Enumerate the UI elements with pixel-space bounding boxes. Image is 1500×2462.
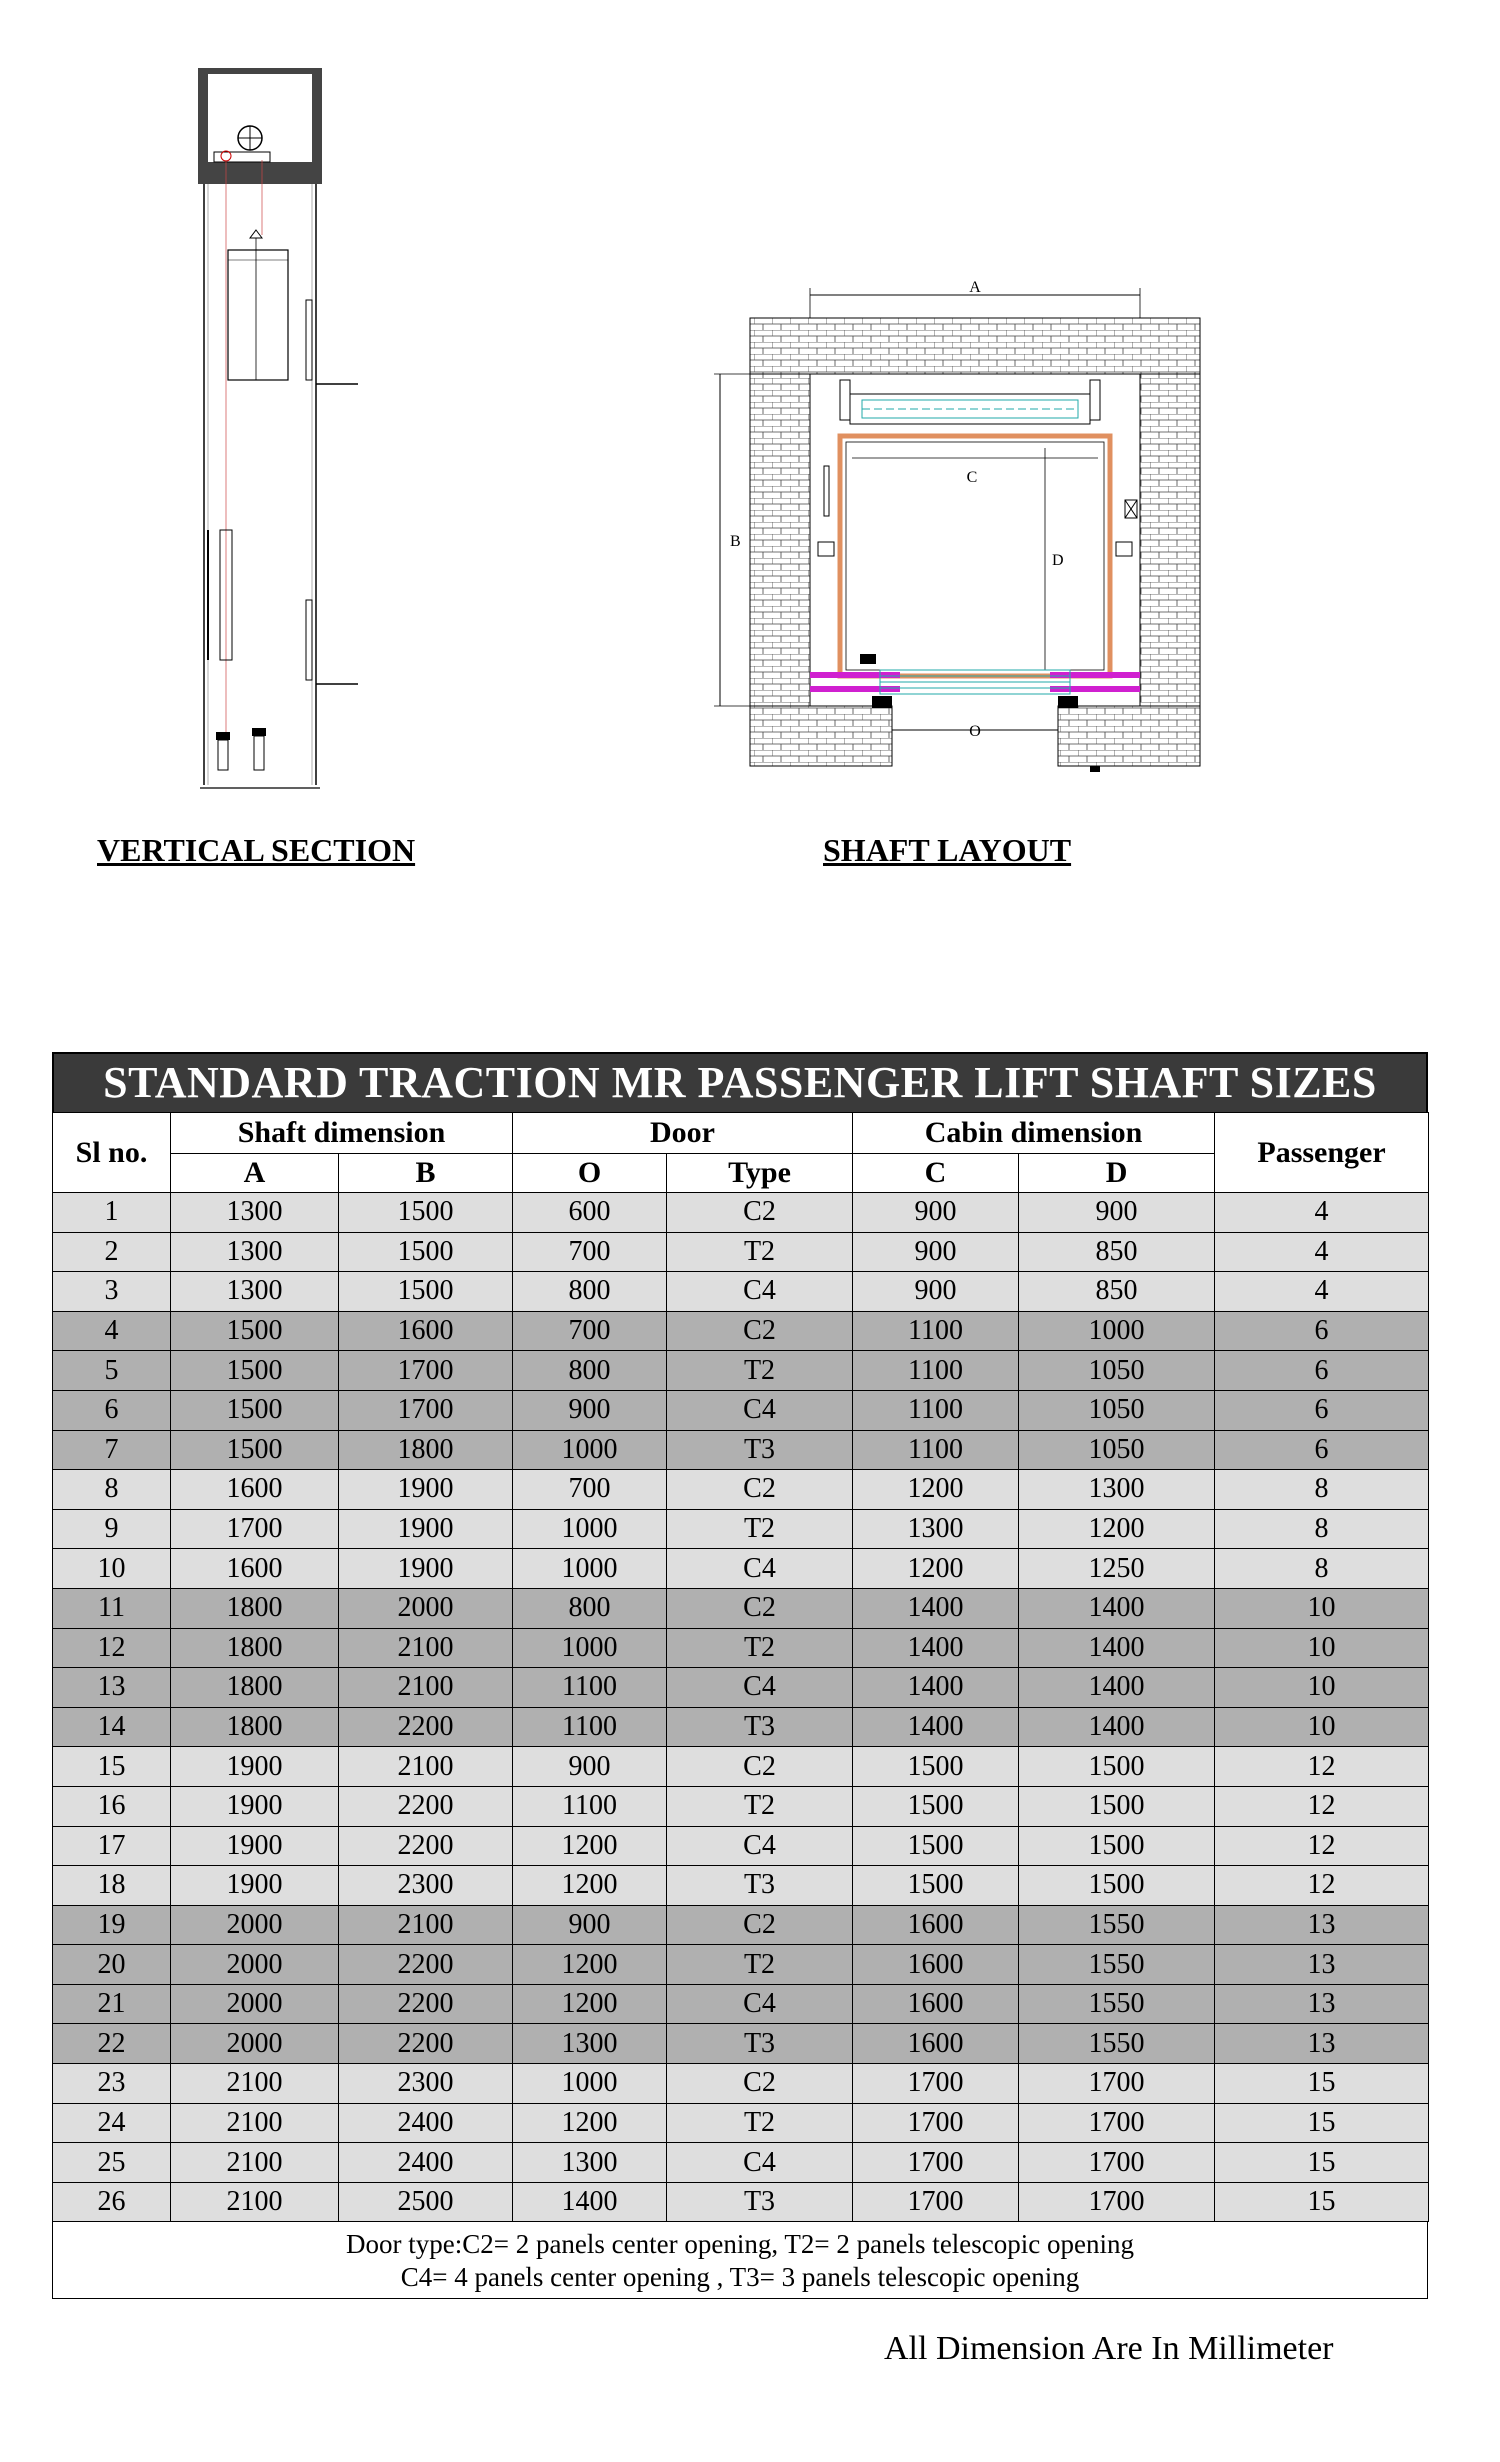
table-row [53,1747,1429,1787]
d-cell: 1400 [1019,1628,1215,1668]
d-cell: 1700 [1019,2182,1215,2222]
b-cell: 2100 [339,1628,513,1668]
b-cell: 1700 [339,1351,513,1391]
type-cell: T2 [667,1351,853,1391]
header-type: Type [667,1154,853,1193]
passenger-cell: 6 [1215,1430,1429,1470]
d-cell: 1700 [1019,2103,1215,2143]
type-cell: C4 [667,1549,853,1589]
sl-no-cell: 20 [53,1945,171,1985]
sl-no-cell: 8 [53,1470,171,1510]
table-row [53,1351,1429,1391]
dim-label-c: C [966,469,978,486]
a-cell: 1300 [171,1272,339,1312]
c-cell: 1100 [853,1351,1019,1391]
table-row [53,1390,1429,1430]
b-cell: 1500 [339,1272,513,1312]
passenger-cell: 8 [1215,1549,1429,1589]
c-cell: 1400 [853,1668,1019,1708]
a-cell: 2100 [171,2143,339,2183]
b-cell: 2300 [339,2064,513,2104]
o-cell: 1400 [513,2182,667,2222]
c-cell: 1700 [853,2143,1019,2183]
c-cell: 1500 [853,1866,1019,1906]
type-cell: C4 [667,1272,853,1312]
d-cell: 1300 [1019,1470,1215,1510]
o-cell: 600 [513,1193,667,1233]
b-cell: 1600 [339,1311,513,1351]
d-cell: 1700 [1019,2064,1215,2104]
passenger-cell: 12 [1215,1786,1429,1826]
c-cell: 1400 [853,1588,1019,1628]
type-cell: T2 [667,1509,853,1549]
vertical-section-drawing [190,60,380,800]
passenger-cell: 10 [1215,1668,1429,1708]
passenger-cell: 13 [1215,1945,1429,1985]
c-cell: 1600 [853,2024,1019,2064]
table-row [53,1668,1429,1708]
d-cell: 1550 [1019,1905,1215,1945]
table-row [53,1826,1429,1866]
b-cell: 2400 [339,2103,513,2143]
type-cell: C2 [667,1588,853,1628]
sl-no-cell: 24 [53,2103,171,2143]
c-cell: 1500 [853,1826,1019,1866]
d-cell: 1050 [1019,1390,1215,1430]
c-cell: 1100 [853,1390,1019,1430]
shaft-layout-caption: SHAFT LAYOUT [823,832,1072,868]
sl-no-cell: 5 [53,1351,171,1391]
o-cell: 1300 [513,2024,667,2064]
o-cell: 1000 [513,1509,667,1549]
type-cell: C4 [667,1390,853,1430]
sl-no-cell: 13 [53,1668,171,1708]
b-cell: 2300 [339,1866,513,1906]
o-cell: 1200 [513,1866,667,1906]
b-cell: 1500 [339,1193,513,1233]
c-cell: 1200 [853,1470,1019,1510]
type-cell: C4 [667,1826,853,1866]
table-row [53,1945,1429,1985]
table-row [53,2064,1429,2104]
passenger-cell: 10 [1215,1588,1429,1628]
passenger-cell: 4 [1215,1232,1429,1272]
d-cell: 1550 [1019,1945,1215,1985]
d-cell: 900 [1019,1193,1215,1233]
d-cell: 1050 [1019,1430,1215,1470]
o-cell: 900 [513,1747,667,1787]
sl-no-cell: 21 [53,1984,171,2024]
shaft-wall-front-right [1058,706,1200,766]
sl-no-cell: 1 [53,1193,171,1233]
sl-no-cell: 15 [53,1747,171,1787]
table-row [53,1232,1429,1272]
c-cell: 1100 [853,1430,1019,1470]
d-cell: 1400 [1019,1588,1215,1628]
units-footer: All Dimension Are In Millimeter [884,2330,1334,2367]
type-cell: C4 [667,1668,853,1708]
sl-no-cell: 9 [53,1509,171,1549]
type-cell: T3 [667,2024,853,2064]
passenger-cell: 13 [1215,2024,1429,2064]
b-cell: 2200 [339,1707,513,1747]
type-cell: C2 [667,1193,853,1233]
header-d: D [1019,1154,1215,1193]
d-cell: 1400 [1019,1707,1215,1747]
header-door: Door [513,1113,853,1154]
shaft-layout-drawing [700,270,1240,790]
c-cell: 1400 [853,1707,1019,1747]
header-sl-no: Sl no. [53,1113,171,1193]
table-row [53,1311,1429,1351]
dim-label-o: O [969,723,981,740]
a-cell: 2000 [171,1905,339,1945]
b-cell: 1700 [339,1390,513,1430]
sl-no-cell: 22 [53,2024,171,2064]
type-cell: T2 [667,1786,853,1826]
type-cell: T3 [667,1707,853,1747]
table-row [53,2024,1429,2064]
d-cell: 1500 [1019,1747,1215,1787]
o-cell: 1000 [513,2064,667,2104]
a-cell: 1900 [171,1747,339,1787]
passenger-cell: 13 [1215,1984,1429,2024]
a-cell: 1700 [171,1509,339,1549]
b-cell: 1800 [339,1430,513,1470]
o-cell: 900 [513,1905,667,1945]
sl-no-cell: 4 [53,1311,171,1351]
table-row [53,1628,1429,1668]
c-cell: 900 [853,1272,1019,1312]
o-cell: 1200 [513,1984,667,2024]
c-cell: 1200 [853,1549,1019,1589]
door-accent-left [810,672,900,678]
sl-no-cell: 12 [53,1628,171,1668]
sl-no-cell: 11 [53,1588,171,1628]
a-cell: 1800 [171,1668,339,1708]
type-cell: C2 [667,1905,853,1945]
c-cell: 1500 [853,1747,1019,1787]
header-cabin-dimension: Cabin dimension [853,1113,1215,1154]
sl-no-cell: 14 [53,1707,171,1747]
passenger-cell: 8 [1215,1509,1429,1549]
a-cell: 1500 [171,1351,339,1391]
d-cell: 1550 [1019,1984,1215,2024]
type-cell: T3 [667,2182,853,2222]
d-cell: 1500 [1019,1866,1215,1906]
a-cell: 1800 [171,1628,339,1668]
b-cell: 2400 [339,2143,513,2183]
type-cell: T2 [667,1628,853,1668]
o-cell: 1200 [513,1945,667,1985]
d-cell: 1500 [1019,1826,1215,1866]
d-cell: 1250 [1019,1549,1215,1589]
machine-room-floor [198,162,322,184]
sl-no-cell: 7 [53,1430,171,1470]
type-cell: C2 [667,1747,853,1787]
o-cell: 1000 [513,1430,667,1470]
shaft-wall-left [750,374,810,706]
passenger-cell: 15 [1215,2143,1429,2183]
o-cell: 900 [513,1390,667,1430]
type-cell: T2 [667,2103,853,2143]
table-row [53,1905,1429,1945]
c-cell: 1600 [853,1945,1019,1985]
sl-no-cell: 25 [53,2143,171,2183]
sl-no-cell: 26 [53,2182,171,2222]
table-row [53,1984,1429,2024]
door-type-note-line2: C4= 4 panels center opening , T3= 3 panels telescopic opening [400,2262,1080,2293]
o-cell: 700 [513,1311,667,1351]
c-cell: 1700 [853,2103,1019,2143]
passenger-cell: 4 [1215,1272,1429,1312]
sl-no-cell: 6 [53,1390,171,1430]
sl-no-cell: 18 [53,1866,171,1906]
b-cell: 2000 [339,1588,513,1628]
dim-label-d: D [1052,552,1064,569]
a-cell: 2100 [171,2182,339,2222]
a-cell: 2000 [171,2024,339,2064]
type-cell: C2 [667,2064,853,2104]
sl-no-cell: 19 [53,1905,171,1945]
c-cell: 1600 [853,1984,1019,2024]
d-cell: 1500 [1019,1786,1215,1826]
a-cell: 1300 [171,1232,339,1272]
o-cell: 1100 [513,1786,667,1826]
b-cell: 1900 [339,1509,513,1549]
type-cell: C4 [667,2143,853,2183]
type-cell: T3 [667,1430,853,1470]
table-title: STANDARD TRACTION MR PASSENGER LIFT SHAFT SIZES [52,1052,1428,1112]
table-row [53,1549,1429,1589]
passenger-cell: 12 [1215,1747,1429,1787]
passenger-cell: 15 [1215,2064,1429,2104]
passenger-cell: 10 [1215,1628,1429,1668]
door-type-note-line1: Door type:C2= 2 panels center opening, T2= 2 panels telescopic opening [345,2229,1134,2260]
passenger-cell: 6 [1215,1351,1429,1391]
passenger-cell: 4 [1215,1193,1429,1233]
b-cell: 1900 [339,1549,513,1589]
b-cell: 2200 [339,2024,513,2064]
d-cell: 1700 [1019,2143,1215,2183]
dim-label-b: B [730,533,741,550]
table-row [53,2143,1429,2183]
o-cell: 800 [513,1351,667,1391]
door-accent-right [1050,672,1140,678]
type-cell: T3 [667,1866,853,1906]
type-cell: C2 [667,1311,853,1351]
table-row [53,1588,1429,1628]
a-cell: 1500 [171,1430,339,1470]
header-c: C [853,1154,1019,1193]
sl-no-cell: 2 [53,1232,171,1272]
b-cell: 2200 [339,1786,513,1826]
header-shaft-dimension: Shaft dimension [171,1113,513,1154]
c-cell: 900 [853,1232,1019,1272]
dim-label-a: A [969,279,981,296]
table-row [53,1866,1429,1906]
d-cell: 1050 [1019,1351,1215,1391]
passenger-cell: 12 [1215,1826,1429,1866]
b-cell: 2200 [339,1826,513,1866]
header-o: O [513,1154,667,1193]
a-cell: 1900 [171,1786,339,1826]
c-cell: 1300 [853,1509,1019,1549]
table-row [53,1470,1429,1510]
a-cell: 1300 [171,1193,339,1233]
type-cell: T2 [667,1232,853,1272]
passenger-cell: 15 [1215,2103,1429,2143]
sl-no-cell: 10 [53,1549,171,1589]
c-cell: 1100 [853,1311,1019,1351]
b-cell: 2500 [339,2182,513,2222]
b-cell: 2100 [339,1668,513,1708]
d-cell: 1000 [1019,1311,1215,1351]
o-cell: 1100 [513,1707,667,1747]
shaft-wall-right [1140,374,1200,706]
table-body [53,1193,1429,2222]
c-cell: 1500 [853,1786,1019,1826]
passenger-cell: 6 [1215,1311,1429,1351]
type-cell: C4 [667,1984,853,2024]
o-cell: 800 [513,1272,667,1312]
o-cell: 1000 [513,1549,667,1589]
passenger-cell: 6 [1215,1390,1429,1430]
o-cell: 1300 [513,2143,667,2183]
o-cell: 1100 [513,1668,667,1708]
passenger-cell: 12 [1215,1866,1429,1906]
a-cell: 1900 [171,1826,339,1866]
a-cell: 2000 [171,1984,339,2024]
header-passenger: Passenger [1215,1113,1429,1193]
b-cell: 1500 [339,1232,513,1272]
o-cell: 800 [513,1588,667,1628]
a-cell: 1600 [171,1549,339,1589]
d-cell: 1400 [1019,1668,1215,1708]
table-row [53,1430,1429,1470]
a-cell: 1500 [171,1390,339,1430]
passenger-cell: 13 [1215,1905,1429,1945]
a-cell: 1600 [171,1470,339,1510]
a-cell: 1900 [171,1866,339,1906]
passenger-cell: 8 [1215,1470,1429,1510]
table-row [53,1193,1429,1233]
d-cell: 850 [1019,1272,1215,1312]
passenger-cell: 15 [1215,2182,1429,2222]
header-b: B [339,1154,513,1193]
b-cell: 2200 [339,1945,513,1985]
shaft-wall-back [750,318,1200,374]
type-cell: C2 [667,1470,853,1510]
table-row [53,2103,1429,2143]
d-cell: 850 [1019,1232,1215,1272]
vertical-section-caption: VERTICAL SECTION [97,832,416,868]
lift-car [228,250,288,380]
a-cell: 1800 [171,1588,339,1628]
c-cell: 1700 [853,2182,1019,2222]
door-type-note [52,2222,1428,2299]
c-cell: 1400 [853,1628,1019,1668]
table-row [53,1786,1429,1826]
o-cell: 1000 [513,1628,667,1668]
o-cell: 700 [513,1232,667,1272]
d-cell: 1550 [1019,2024,1215,2064]
sl-no-cell: 3 [53,1272,171,1312]
a-cell: 2100 [171,2103,339,2143]
b-cell: 1900 [339,1470,513,1510]
b-cell: 2100 [339,1905,513,1945]
b-cell: 2200 [339,1984,513,2024]
o-cell: 1200 [513,2103,667,2143]
table-row [53,1272,1429,1312]
d-cell: 1200 [1019,1509,1215,1549]
sl-no-cell: 23 [53,2064,171,2104]
table-row [53,1509,1429,1549]
sl-no-cell: 16 [53,1786,171,1826]
shaft-size-table [52,1052,1428,2299]
type-cell: T2 [667,1945,853,1985]
sl-no-cell: 17 [53,1826,171,1866]
passenger-cell: 10 [1215,1707,1429,1747]
a-cell: 2000 [171,1945,339,1985]
table-row [53,1707,1429,1747]
c-cell: 1700 [853,2064,1019,2104]
header-a: A [171,1154,339,1193]
a-cell: 1500 [171,1311,339,1351]
shaft-wall-front-left [750,706,892,766]
a-cell: 1800 [171,1707,339,1747]
table-row [53,2182,1429,2222]
o-cell: 1200 [513,1826,667,1866]
a-cell: 2100 [171,2064,339,2104]
c-cell: 900 [853,1193,1019,1233]
c-cell: 1600 [853,1905,1019,1945]
b-cell: 2100 [339,1747,513,1787]
o-cell: 700 [513,1470,667,1510]
